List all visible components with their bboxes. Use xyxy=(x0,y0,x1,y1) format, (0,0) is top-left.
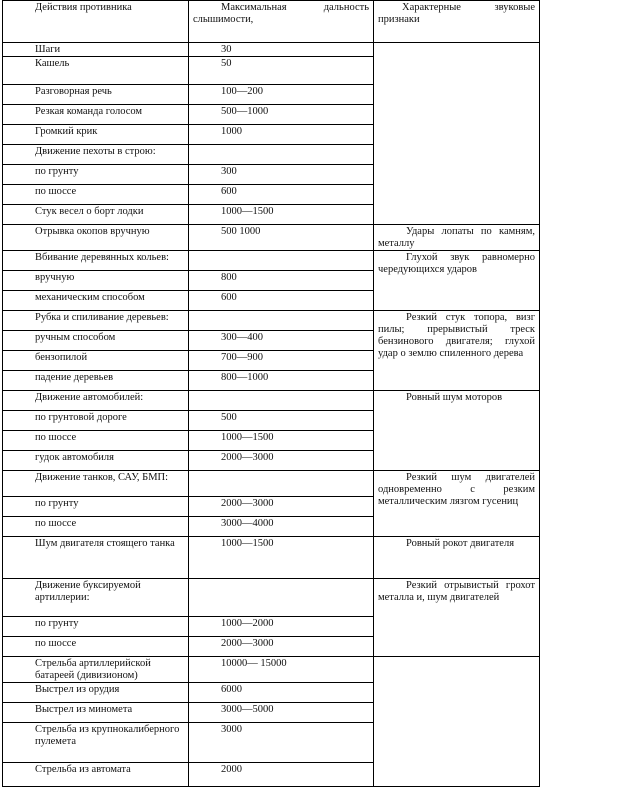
row-action: ручным способом xyxy=(3,331,189,351)
row-sign: Резкий шум двигателей одновременно с резким металлическим лязгом гусениц xyxy=(374,471,540,537)
row-range: 3000 xyxy=(189,723,374,763)
row-range: 10000— 15000 xyxy=(189,657,374,683)
row-action: бензопилой xyxy=(3,351,189,371)
row-range: 800—1000 xyxy=(189,371,374,391)
row-range: 1000 xyxy=(189,125,374,145)
row-action: по грунту xyxy=(3,617,189,637)
row-range: 700—900 xyxy=(189,351,374,371)
header-range xyxy=(189,1,374,43)
header-signs xyxy=(374,1,540,43)
row-range xyxy=(189,251,374,271)
row-sign xyxy=(374,657,540,787)
row-range: 300—400 xyxy=(189,331,374,351)
row-range: 50 xyxy=(189,57,374,85)
row-sign: Ровный шум моторов xyxy=(374,391,540,471)
row-range: 2000—3000 xyxy=(189,637,374,657)
sound-audibility-table xyxy=(2,0,540,787)
row-action: Выстрел из орудия xyxy=(3,683,189,703)
row-sign xyxy=(374,43,540,225)
row-action: Движение буксируемой артиллерии: xyxy=(3,579,189,617)
row-range: 100—200 xyxy=(189,85,374,105)
row-action: по шоссе xyxy=(3,637,189,657)
row-action: по шоссе xyxy=(3,431,189,451)
table-row xyxy=(3,251,540,271)
table-row xyxy=(3,657,540,683)
row-action: Стук весел о борт лодки xyxy=(3,205,189,225)
row-action: Разговорная речь xyxy=(3,85,189,105)
row-action: по грунтовой дороге xyxy=(3,411,189,431)
row-range: 30 xyxy=(189,43,374,57)
row-range: 600 xyxy=(189,291,374,311)
table-row xyxy=(3,537,540,579)
row-range: 3000—4000 xyxy=(189,517,374,537)
row-range: 500—1000 xyxy=(189,105,374,125)
header-action: Действия противника xyxy=(3,1,189,43)
row-sign: Глухой звук равномерно чередующихся ударов xyxy=(374,251,540,311)
row-action: Движение танков, САУ, БМП: xyxy=(3,471,189,497)
row-action: по шоссе xyxy=(3,185,189,205)
row-range xyxy=(189,471,374,497)
row-action: Движение автомобилей: xyxy=(3,391,189,411)
table-row xyxy=(3,471,540,497)
row-action: Кашель xyxy=(3,57,189,85)
row-action: механическим способом xyxy=(3,291,189,311)
row-action: Выстрел из миномета xyxy=(3,703,189,723)
row-range: 500 1000 xyxy=(189,225,374,251)
row-range: 1000—2000 xyxy=(189,617,374,637)
row-range: 2000—3000 xyxy=(189,451,374,471)
row-action: Стрельба из крупнокалиберного пулемета xyxy=(3,723,189,763)
row-sign: Резкий отрывистый грохот металла и, шум двигателей xyxy=(374,579,540,657)
row-range: 800 xyxy=(189,271,374,291)
header-signs-line2: признаки xyxy=(378,14,420,25)
row-range: 600 xyxy=(189,185,374,205)
table-row xyxy=(3,311,540,331)
row-range: 1000—1500 xyxy=(189,205,374,225)
row-range xyxy=(189,145,374,165)
row-range: 1000—1500 xyxy=(189,537,374,579)
row-action: Стрельба артиллерийской батареей (дивизионом) xyxy=(3,657,189,683)
row-action: Вбивание деревянных кольев: xyxy=(3,251,189,271)
table-row xyxy=(3,579,540,617)
row-range: 300 xyxy=(189,165,374,185)
row-action: по грунту xyxy=(3,497,189,517)
row-action: Шаги xyxy=(3,43,189,57)
row-action: гудок автомобиля xyxy=(3,451,189,471)
row-range: 1000—1500 xyxy=(189,431,374,451)
table-header-row xyxy=(3,1,540,43)
row-action: Движение пехоты в строю: xyxy=(3,145,189,165)
row-sign: Ровный рокот двигателя xyxy=(374,537,540,579)
row-range xyxy=(189,311,374,331)
row-action: Рубка и спиливание деревьев: xyxy=(3,311,189,331)
table-row xyxy=(3,225,540,251)
header-signs-line1: Характерные звуковые xyxy=(402,2,535,13)
row-action: Громкий крик xyxy=(3,125,189,145)
row-action: Отрывка окопов вручную xyxy=(3,225,189,251)
row-action: Резкая команда голосом xyxy=(3,105,189,125)
row-sign: Резкий стук топора, визг пилы; прерывистый треск бензинового двигателя; глухой удар о землю спиленного дерева xyxy=(374,311,540,391)
row-range: 6000 xyxy=(189,683,374,703)
header-range-line1: Максимальная дальность xyxy=(221,2,369,13)
row-sign: Удары лопаты по камням, металлу xyxy=(374,225,540,251)
row-action: Шум двигателя стоящего танка xyxy=(3,537,189,579)
row-action: падение деревьев xyxy=(3,371,189,391)
header-range-line2: слышимости, xyxy=(193,14,254,25)
row-action: Стрельба из автомата xyxy=(3,763,189,787)
row-range: 3000—5000 xyxy=(189,703,374,723)
row-range xyxy=(189,579,374,617)
row-action: вручную xyxy=(3,271,189,291)
row-range: 2000 xyxy=(189,763,374,787)
table-row xyxy=(3,43,540,57)
row-action: по шоссе xyxy=(3,517,189,537)
row-range: 2000—3000 xyxy=(189,497,374,517)
row-action: по грунту xyxy=(3,165,189,185)
table-row xyxy=(3,391,540,411)
row-range xyxy=(189,391,374,411)
row-range: 500 xyxy=(189,411,374,431)
